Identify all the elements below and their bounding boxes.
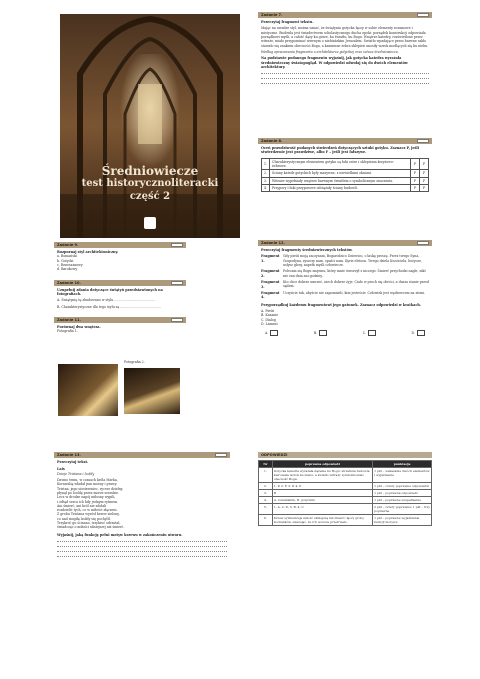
tf-true-option[interactable]: P	[411, 185, 420, 192]
answer-line[interactable]	[57, 552, 227, 557]
page-task-8	[258, 138, 432, 238]
score-box	[171, 318, 183, 322]
task-heading: Uzupełnij zdania dotyczące świątyń przedstawionych na fotografiach.	[57, 287, 163, 296]
poem-line: Z grobu Tristana wyrósł krzew zielony,	[57, 512, 120, 517]
cover-title-line2: test historycznoliteracki	[81, 178, 219, 189]
task-question: Wyjaśnij, jaką funkcję pełni motyw krzewu w zakończeniu utworu.	[57, 532, 183, 537]
answer-line[interactable]	[261, 79, 429, 84]
answer-box[interactable]	[368, 330, 376, 336]
page-answers	[258, 452, 432, 666]
task-heading: Przeczytaj fragmenty średniowiecznych tekstów.	[261, 248, 353, 252]
fragment-text: Polecam się Bogu mojemu, który mnie stworzył z niczego. Śmierć przychodzi nagle, nikt nie zna dnia ani godziny.	[283, 269, 426, 278]
tf-number: 2.	[262, 170, 270, 177]
task-heading: Porównaj dwa wnętrza.	[57, 325, 101, 329]
poem-line: rozdzielić tych, co w miłości złączeni.	[57, 508, 118, 513]
task-heading: Przeczytaj fragment tekstu.	[261, 20, 314, 24]
page-tasks-9-11	[54, 242, 186, 420]
answer-label: A.	[265, 331, 269, 336]
answers-label: ODPOWIEDZI	[261, 453, 288, 457]
text-source: Według opracowania fragmentu o architekturze gotyckiej oraz sztuce średniowiecza.	[261, 49, 399, 54]
col-header-number: Nr	[259, 461, 273, 468]
tf-row	[262, 170, 429, 177]
text-author: Lais	[57, 467, 65, 472]
answer-points: 1 pkt – cztery poprawne odpowiedzi	[373, 483, 432, 490]
genre-option: A. Pieśń	[261, 309, 275, 314]
cathedral-illustration	[60, 14, 240, 238]
answer-points: 1 pkt – wskazanie dwóch elementów i wyjaśnienie	[373, 468, 432, 483]
answer-box[interactable]	[319, 330, 327, 336]
answer-label: D.	[411, 331, 415, 336]
poem-line: świadcząc o miłości silniejszej niż śmierć.	[57, 525, 125, 530]
poem-line: i odtąd serca ich biły jednym rytmem.	[57, 499, 119, 504]
answer-number: 2.	[259, 483, 273, 490]
task-question: Przyporządkuj każdemu fragmentowi jego gatunek. Zaznacz odpowiedzi w kratkach.	[261, 302, 422, 307]
score-box	[417, 139, 429, 143]
answer-box[interactable]	[270, 330, 278, 336]
cover-page	[60, 14, 240, 238]
text-passage: Mając na uwadze styl, można uznać, że świątynia gotycka łączy w sobie elementy rozumowe i mistyczne. Budowla jest świadectwem scholastycznego ducha epoki: porządek konstrukcji odpowiada porządkowi myśli, a całość dąży ku górze, ku światłu, ku Bogu. Wnętrze katedry, rozświetlone przez witraże, miało przypominać wiernym o niebiańskim Jeruzalem. Światło wpadające przez barwne szkło stawało się znakiem obecności Boga, a kamienne żebra sklepień unosiły wzrok modlących się ku niebu.	[261, 26, 429, 48]
poem-line: Ani śmierć, ani król nie zdołali	[57, 503, 107, 508]
tf-number: 4.	[262, 185, 270, 192]
task-heading: Oceń prawdziwość podanych stwierdzeń dotyczących sztuki gotyku. Zaznacz P, jeśli stwierdzenie jest prawdziwe, albo F – jeśli jest fałszywe.	[261, 146, 419, 155]
task-question: Na podstawie podanego fragmentu wyjaśnij, jak gotycka katedra wyrażała średniowieczny światopogląd. W odpowiedzi odwołaj się do dwóch elementów architektury.	[261, 56, 408, 69]
answers-bar	[258, 452, 432, 458]
answer-text: 1. A, 2. D, 3. B, 4. C	[272, 504, 372, 515]
tf-true-option[interactable]: P	[411, 177, 420, 184]
tf-false-option[interactable]: F	[420, 177, 429, 184]
answer-number: 6.	[259, 515, 273, 526]
answer-row	[259, 515, 432, 526]
answer-row	[259, 490, 432, 497]
answer-row	[259, 504, 432, 515]
poem-line: Dawno temu, w czasach króla Marka,	[57, 478, 118, 483]
tf-number: 3.	[262, 177, 270, 184]
caption-a: Fotografia 1.	[57, 329, 78, 334]
page-task-13	[54, 452, 230, 666]
true-false-table	[261, 158, 429, 192]
poem-line: Kornwalią władał pan możny i prawy.	[57, 482, 118, 487]
poem-text	[57, 478, 227, 530]
answer-points: 1 pkt – poprawna odpowiedź	[373, 490, 432, 497]
answer-number: 5.	[259, 504, 273, 515]
answer-text: B	[272, 490, 372, 497]
fragment-text: Kto chce dobrze umrzeć, niech dobrze żyje. Ciało w proch się obróci, a dusza stanie przed sądem.	[283, 280, 429, 289]
task-label: Zadanie 10.	[57, 280, 81, 285]
option-item[interactable]: b. Gotycki	[57, 258, 74, 263]
score-box	[171, 243, 183, 247]
tf-statement: Charakterystycznym elementem gotyku są łuki ostre i sklepienia krzyżowo-żebrowe.	[270, 158, 411, 170]
answer-points: 1 pkt – poprawne wyjaśnienie funkcji motywu	[373, 515, 432, 526]
task-label: Zadanie 12.	[261, 241, 285, 245]
score-box	[417, 13, 429, 17]
fragment-text: Gdy pieśń moją zaczynam, Bogarodzico Dziewico, o łaskę proszę. Przez twego Syna, Gospodyna, zyszczy nam, spuści nam. Kyrie eleison. Twego dziela Krzciciela, bożycze, usłysz głosy, napełń myśli człowiecze.	[283, 254, 422, 267]
answer-box[interactable]	[417, 330, 425, 336]
answer-number: 3.	[259, 490, 273, 497]
poem-line: Trzykroć go ścinano, trzykroć odrastał,	[57, 521, 121, 526]
task-heading: Przeczytaj tekst.	[57, 460, 89, 464]
score-box	[171, 281, 183, 285]
answer-text: Krzew symbolizuje miłość silniejszą niż śmierć; łączy groby kochanków, ukazując, że ich uczucie przetrwało.	[272, 515, 372, 526]
tf-row	[262, 158, 429, 170]
answer-row	[259, 468, 432, 483]
option-item[interactable]: a. Romański	[57, 254, 77, 259]
tf-row	[262, 177, 429, 184]
text-title: Dzieje Tristana i Izoldy	[57, 471, 95, 476]
caption-b: Fotografia 2.	[124, 360, 145, 364]
tf-false-option[interactable]: F	[420, 158, 429, 170]
tf-false-option[interactable]: F	[420, 170, 429, 177]
task-label: Zadanie 7.	[261, 13, 283, 17]
answer-row	[259, 483, 432, 490]
tf-statement: Przypory i łuki przyporowe odciążały ściany budowli.	[270, 185, 411, 192]
genre-option: B. Kazanie	[261, 313, 279, 318]
poem-line: Tristan, jego siostrzeniec, rycerz dzielny,	[57, 486, 124, 491]
tf-row	[262, 185, 429, 192]
answer-text: 1. P, 2. F, 3. P, 4. P	[272, 483, 372, 490]
fragment-label: Fragment 3.	[261, 280, 280, 289]
col-header-answer: poprawna odpowiedź	[272, 461, 372, 468]
answer-label: B.	[313, 331, 318, 336]
fragment-label: Fragment 2.	[261, 269, 280, 278]
task-label: Zadanie 11.	[57, 318, 81, 322]
tf-statement: Ściany katedr gotyckich były masywne, z niewielkimi oknami.	[270, 170, 411, 177]
fragment-label: Fragment 1.	[261, 254, 280, 263]
tf-statement: Witraże wypełniały wnętrze barwnym światłem o symbolicznym znaczeniu.	[270, 177, 411, 184]
answer-number: 1.	[259, 468, 273, 483]
task-heading: Rozpoznaj styl architektoniczny.	[57, 250, 119, 254]
photo-interior-1	[58, 364, 118, 416]
genre-option: C. Dialog	[261, 317, 276, 322]
fill-line-b[interactable]: B. Charakterystyczne dla tego stylu są ........................................	[57, 304, 161, 309]
answer-number: 4.	[259, 497, 273, 504]
photo-interior-2	[124, 368, 180, 414]
genre-option: D. Lament	[261, 322, 278, 327]
answer-text: A. romańskim, B. gotyckim	[272, 497, 372, 504]
poem-line: co nad mogiłą Izoldy się pochylił.	[57, 516, 111, 521]
page-task-7	[258, 12, 432, 122]
tf-true-option[interactable]: P	[411, 158, 420, 170]
poem-line: płynął po Izoldę przez morze szerokie.	[57, 491, 120, 495]
answer-points: 2 pkt – cztery poprawne; 1 pkt – trzy poprawne	[374, 505, 430, 513]
answer-label: C.	[362, 331, 367, 336]
tf-false-option[interactable]: F	[420, 185, 429, 192]
answer-row	[259, 497, 432, 504]
answer-key-table	[258, 460, 432, 526]
score-box	[417, 241, 429, 245]
answer-points: 1 pkt – poprawne uzupełnienie	[373, 497, 432, 504]
option-item[interactable]: c. Renesansowy	[57, 263, 83, 267]
col-header-points: punktacja	[373, 461, 432, 468]
answer-text: Gotycka katedra wyrażała dążenie ku Bogu: strzelista budowla kierowała wzrok ku niebu, a światło witraży symbolizowało obecność Boga.	[272, 468, 372, 483]
tf-number: 1.	[262, 158, 270, 170]
cover-title-line1: Średniowiecze	[101, 164, 199, 178]
option-item[interactable]: d. Barokowy	[57, 267, 78, 272]
task-label: Zadanie 8.	[261, 139, 283, 143]
fragment-label: Fragment 4.	[261, 290, 280, 300]
poem-line: Lecz w drodze napój miłosny wypili,	[57, 495, 116, 500]
task-label: Zadanie 13.	[57, 453, 81, 457]
score-box	[215, 453, 227, 457]
fragment-text: Uczyńcie tak, abyście nie zapomnieli, kim jesteście. Człowiek jest wędrowcem na ziemi.	[283, 290, 426, 295]
fill-line-a[interactable]: A. Świątynię tę zbudowano w stylu ........................................	[57, 298, 155, 303]
task-label: Zadanie 9.	[57, 243, 79, 247]
page-task-12	[258, 240, 432, 432]
cover-title-line3: część 2	[129, 191, 171, 202]
publisher-logo	[144, 217, 156, 229]
tf-true-option[interactable]: P	[411, 170, 420, 177]
